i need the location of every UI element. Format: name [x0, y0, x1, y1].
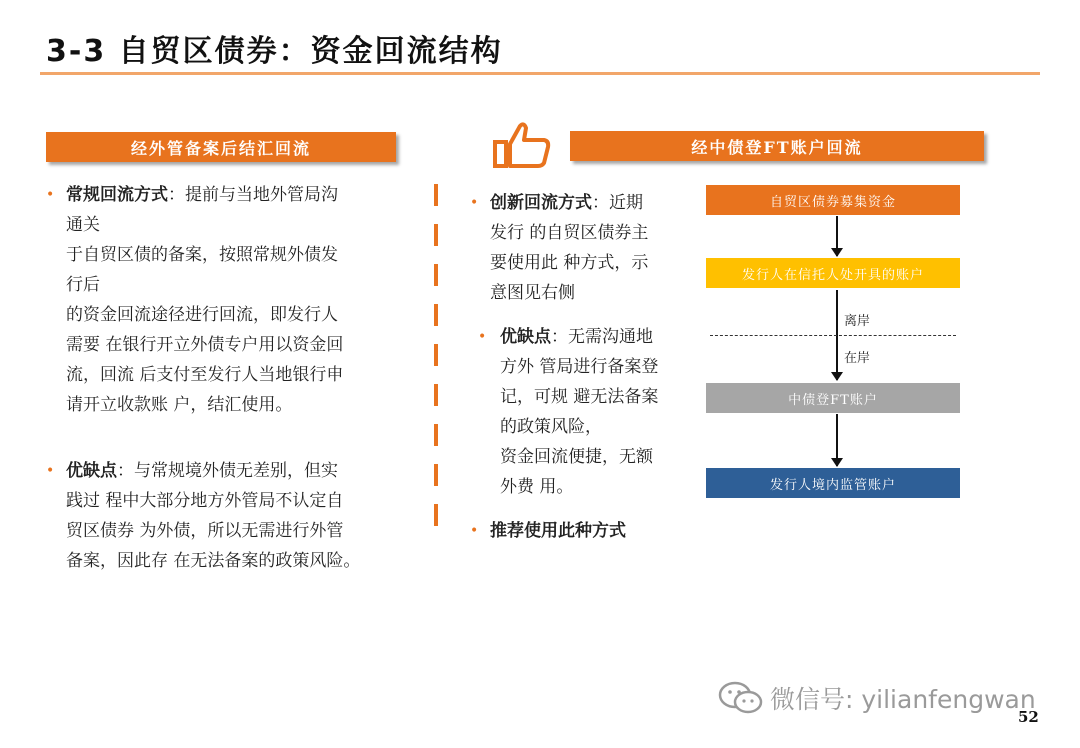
flow-box-raised-funds: 自贸区债券募集资金 [706, 185, 960, 215]
bullet-regular-method [44, 180, 414, 420]
bullet-text: 意图见右侧 [490, 283, 575, 303]
flow-arrow [836, 216, 838, 256]
label-offshore: 离岸 [844, 314, 871, 329]
bullet-text: 发行 的自贸区债券主 [490, 223, 649, 243]
thumbs-up-icon [492, 120, 552, 170]
bullet-text: 行后 [66, 275, 100, 295]
watermark-text: 微信号: yilianfengwan [770, 685, 1036, 714]
bullet-text: 方外 管局进行备案登 [500, 357, 659, 377]
right-section-header: 经中债登FT账户回流 [570, 131, 984, 161]
bullet-text: ：无需沟通地 [551, 327, 653, 347]
flow-arrow [836, 414, 838, 466]
label-onshore: 在岸 [844, 351, 871, 366]
bullet-text: 记，可规 避无法备案 [500, 387, 659, 407]
bullet-text: 践过 程中大部分地方外管局不认定自 [66, 491, 344, 511]
bullet-head: 优缺点 [66, 461, 117, 481]
bullet-text: 外费 用。 [500, 477, 574, 497]
bullet-text: ：提前与当地外管局沟 [168, 185, 338, 205]
bullet-text: 请开立收款账 户，结汇使用。 [66, 395, 293, 415]
bullet-head: 推荐使用此种方式 [490, 521, 626, 541]
bullet-pros-cons [468, 322, 698, 502]
bullet-text: 要使用此 种方式，示 [490, 253, 649, 273]
bullet-recommendation [468, 516, 698, 546]
page-number: 52 [1018, 708, 1039, 726]
watermark [718, 680, 1036, 716]
bullet-text: 通关 [66, 215, 100, 235]
left-section-header: 经外管备案后结汇回流 [46, 132, 396, 162]
title-underline [40, 72, 1040, 75]
bullet-pros-cons [44, 456, 414, 576]
bullet-text: 于自贸区债的备案，按照常规外债发 [66, 245, 338, 265]
bullet-text: ：与常规境外债无差别，但实 [117, 461, 338, 481]
bullet-text: ：近期 [592, 193, 643, 213]
wechat-icon [718, 680, 764, 716]
bullet-text: 资金回流便捷，无额 [500, 447, 653, 467]
bullet-text: 贸区债券 为外债，所以无需进行外管 [66, 521, 344, 541]
bullet-text: 的政策风险， [500, 417, 602, 437]
page-title: 3-3 自贸区债券：资金回流结构 [46, 34, 503, 69]
offshore-onshore-boundary [710, 335, 956, 336]
flow-box-ft-account: 中债登FT账户 [706, 383, 960, 413]
flow-box-domestic-account: 发行人境内监管账户 [706, 468, 960, 498]
column-divider [434, 184, 438, 530]
bullet-text: 的资金回流途径进行回流，即发行人 [66, 305, 338, 325]
right-column [468, 188, 698, 546]
bullet-head: 优缺点 [500, 327, 551, 347]
flow-box-trustee-account: 发行人在信托人处开具的账户 [706, 258, 960, 288]
bullet-head: 创新回流方式 [490, 193, 592, 213]
bullet-text: 流，回流 后支付至发行人当地银行申 [66, 365, 344, 385]
bullet-head: 常规回流方式 [66, 185, 168, 205]
bullet-text: 备案，因此存 在无法备案的政策风险。 [66, 551, 361, 571]
left-column [44, 180, 414, 576]
bullet-innovative-method [468, 188, 698, 308]
bullet-text: 需要 在银行开立外债专户用以资金回 [66, 335, 344, 355]
